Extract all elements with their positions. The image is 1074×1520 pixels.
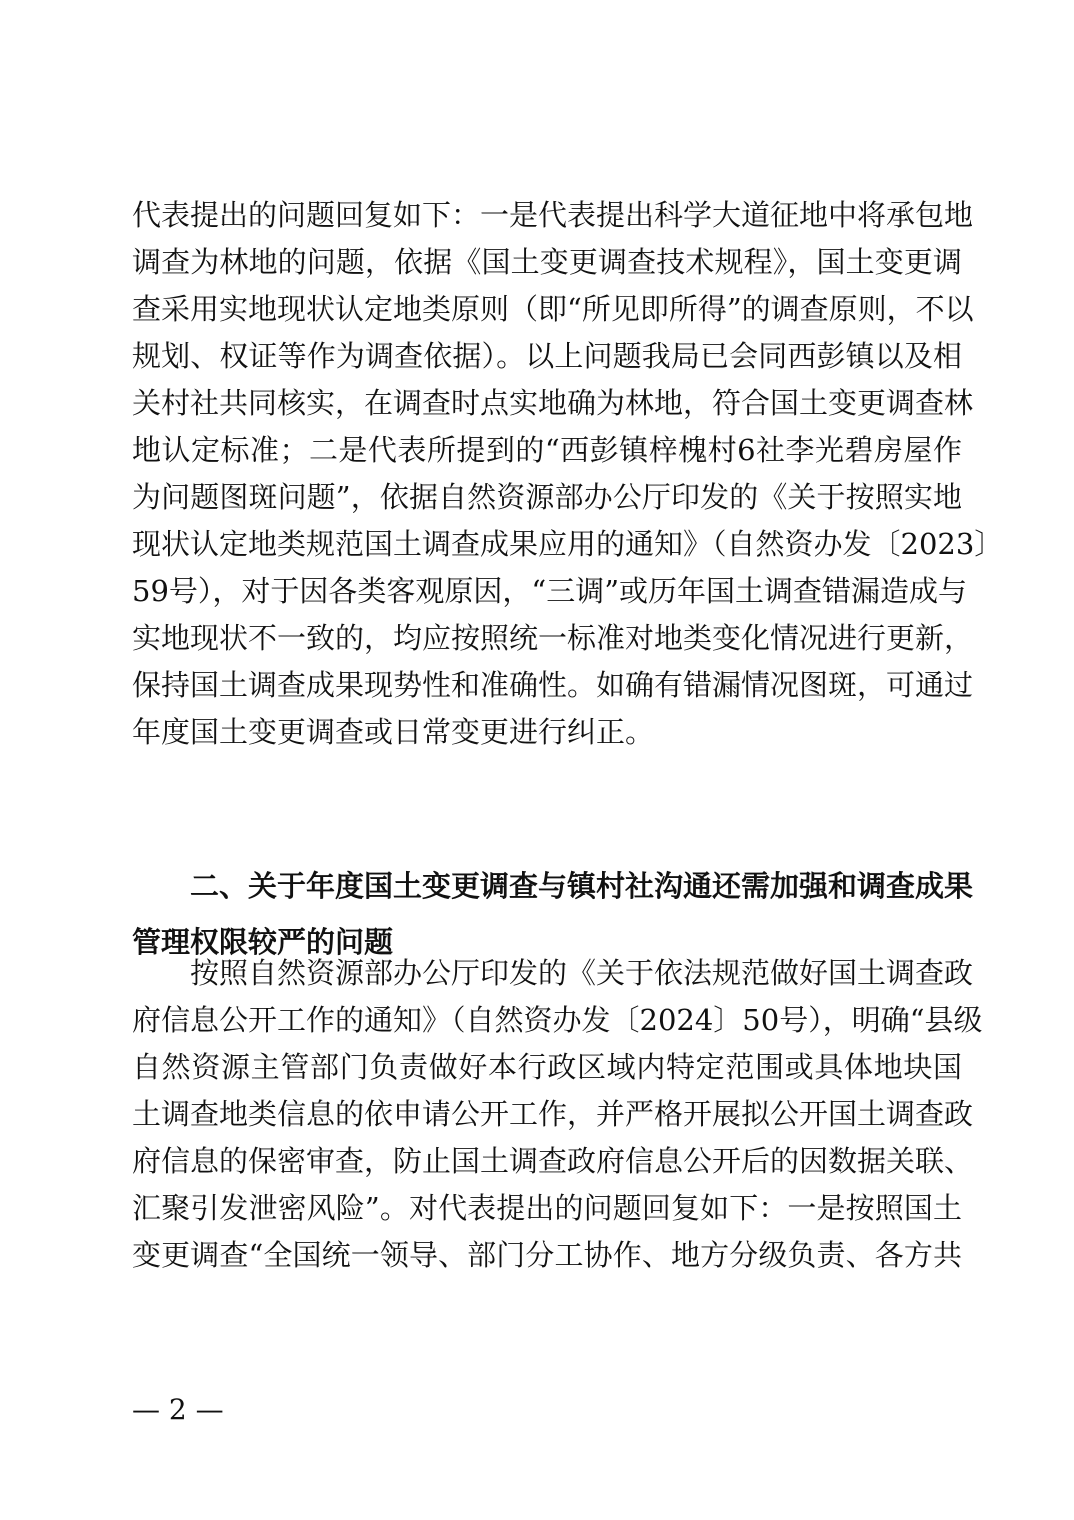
text-line: 府信息公开工作的通知》（自然资办发〔2024〕50号），明确“县级 xyxy=(132,1003,983,1037)
text-line: 规划、权证等作为调查依据）。以上问题我局已会同西彭镇以及相 xyxy=(132,339,962,373)
text-line: 自然资源主管部门负责做好本行政区域内特定范围或具体地块国 xyxy=(132,1050,962,1084)
text-line: 地认定标准；二是代表所提到的“西彭镇梓槐村6社李光碧房屋作 xyxy=(132,433,962,467)
paragraph-2 xyxy=(132,950,983,1279)
text-line: 变更调查“全国统一领导、部门分工协作、地方分级负责、各方共 xyxy=(132,1238,962,1272)
text-line: 按照自然资源部办公厅印发的《关于依法规范做好国土调查政 xyxy=(190,956,974,990)
text-line: 代表提出的问题回复如下：一是代表提出科学大道征地中将承包地 xyxy=(132,198,974,232)
text-line: 查采用实地现状认定地类原则（即“所见即所得”的调查原则，不以 xyxy=(132,292,974,326)
heading-line: 二、关于年度国土变更调查与镇村社沟通还需加强和调查成果 xyxy=(190,869,974,903)
text-line: 年度国土变更调查或日常变更进行纠正。 xyxy=(132,715,655,749)
paragraph-1 xyxy=(132,192,1004,756)
text-line: 保持国土调查成果现势性和准确性。如确有错漏情况图斑，可通过 xyxy=(132,668,974,702)
text-line: 现状认定地类规范国土调查成果应用的通知》（自然资办发〔2023〕 xyxy=(132,527,1004,561)
heading-line: 管理权限较严的问题 xyxy=(132,925,394,959)
text-line: 为问题图斑问题”，依据自然资源部办公厅印发的《关于按照实地 xyxy=(132,480,962,514)
text-line: 调查为林地的问题，依据《国土变更调查技术规程》，国土变更调 xyxy=(132,245,962,279)
text-line: 府信息的保密审查，防止国土调查政府信息公开后的因数据关联、 xyxy=(132,1144,974,1178)
text-line: 土调查地类信息的依申请公开工作，并严格开展拟公开国土调查政 xyxy=(132,1097,974,1131)
text-line: 59号），对于因各类客观原因，“三调”或历年国土调查错漏造成与 xyxy=(132,574,968,608)
page-number: — 2 — xyxy=(132,1393,224,1426)
text-line: 实地现状不一致的，均应按照统一标准对地类变化情况进行更新， xyxy=(132,621,974,655)
text-line: 关村社共同核实，在调查时点实地确为林地，符合国土变更调查林 xyxy=(132,386,974,420)
text-line: 汇聚引发泄密风险”。对代表提出的问题回复如下：一是按照国土 xyxy=(132,1191,962,1225)
